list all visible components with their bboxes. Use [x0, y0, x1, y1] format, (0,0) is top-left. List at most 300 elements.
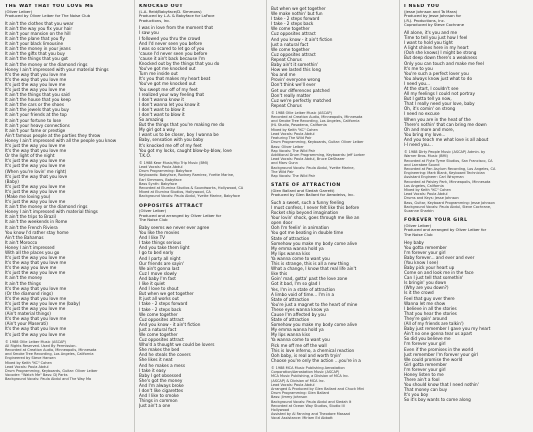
lyric-line: I need you...	[404, 80, 431, 86]
lyric-line: It's just the way you love me	[5, 306, 66, 312]
lyric-line: With all the places you go	[5, 250, 60, 255]
lyric-line: It ain't the money	[5, 275, 43, 281]
lyric-line: But I gotta tell ya now,	[404, 96, 452, 102]
lyric-line: It's the way that you love me	[5, 71, 67, 77]
lyric-line: like this	[271, 271, 288, 277]
production-note-line: Arranged & Produced by Glen Ballard and Chuck Mini	[271, 386, 365, 391]
production-note-line: Mixed by Keith "KC" Cohen	[271, 127, 318, 132]
lyric-line: Come on and look me in the face	[404, 270, 474, 276]
lyric-line: Ya wanna come to want you	[271, 255, 330, 261]
lyric-line: Repeat Chorus	[271, 56, 302, 62]
lyric-line: (Ain't material things)	[5, 311, 51, 317]
song-credit: Produced by Jesse Johnson for	[404, 13, 462, 19]
song-block	[404, 218, 528, 402]
lyric-line: Somehow you make my body come alive	[271, 322, 358, 328]
production-note-line: Hollywood	[271, 407, 290, 412]
lyric-line: It ain't your friends at the top	[5, 112, 67, 118]
lyric-line: It's just the way you love me (baby)	[5, 300, 81, 306]
production-note-line: Rap Vocals: The Wild Pair	[271, 148, 316, 153]
production-note-line: (ASCAP) & Division of MCA Inc.	[271, 378, 325, 383]
lyric-line: Our friends are sayin'	[139, 260, 185, 266]
lyric-line: I want us to be closer, boy I wanna be	[139, 132, 219, 138]
production-note-line: Background Vocals: Paula Abdul, Yvette Marine,	[271, 165, 355, 170]
lyric-line: I followed you thru the crowd	[139, 35, 201, 41]
lyric-line: So amazing	[139, 117, 164, 123]
production-note-line: and Smoke Tree Recording, Los Angeles, California	[5, 352, 94, 357]
lyric-line: Provin' everyone wrong	[271, 77, 321, 83]
lyric-line: We come together	[271, 46, 310, 52]
lyric-line: But when we get together	[139, 291, 194, 297]
lyric-line: Don't think we'll ever	[271, 82, 316, 88]
lyric-line: I'm forever your girl	[404, 341, 446, 347]
lyric-line: Baby forever... and ever and ever	[404, 254, 475, 260]
lyric-line: State of attraction	[271, 296, 310, 302]
lyric-line: She makes the bed	[139, 347, 180, 353]
lyric-line: It just all works out	[139, 296, 179, 302]
lyric-line: It ain't the money in your jeans	[5, 46, 71, 52]
lyric-line: We could promise the world	[404, 356, 463, 362]
lyric-line: It ain't your black limousine	[5, 41, 64, 47]
song-credit: (L.A. Reid/Babyface/D. Simmons)	[139, 8, 202, 14]
song-block	[271, 6, 395, 178]
production-note-line: Bass: Jimmy Johnson	[271, 395, 308, 400]
lyric-line: All my feelings I could not portray	[404, 91, 475, 97]
song-credit: J.R.J. Productions, Inc.	[404, 17, 445, 23]
lyric-line: All alone, it's you and me	[404, 29, 458, 35]
lyric-line: My girl got a way	[139, 127, 176, 133]
song-credit: The Noise Club	[404, 231, 433, 237]
song-block	[139, 204, 263, 409]
production-note-line: Keyboards: Babyface, Rodney Ramirez, Yvette Marine,	[139, 173, 235, 178]
lyric-line: Time to tell you just how I feel	[404, 35, 468, 41]
lyric-line: It's just the way you love me	[5, 81, 66, 87]
lyric-lines	[404, 240, 528, 403]
lyric-line: Can I just tell that somethin'	[404, 275, 464, 281]
lyric-line: I must confess, I never felt like this before	[271, 205, 360, 210]
song-title: I NEED YOU	[404, 4, 440, 9]
song-credit: Produced by Oliver Leiber for The Noise Club	[5, 13, 91, 19]
lyric-line: It's you that makes my heart beat	[139, 76, 211, 82]
lyric-line: Choose you're only the action ...you're in a	[271, 357, 361, 363]
lyric-line: It ain't the French Riviera	[5, 224, 58, 230]
lyric-line: How we lasted this long	[271, 67, 321, 73]
song-block	[271, 183, 395, 420]
lyric-line: You know I'd rather stay home	[5, 229, 69, 235]
song-credit: (Jesse Johnson and Ta Mara)	[404, 8, 458, 14]
lyric-line: (You know I see)	[404, 259, 439, 265]
lyric-line: Girl gotta remember	[404, 361, 447, 367]
lyric-line: I don't want to blow it	[139, 111, 185, 117]
lyric-line: But when we get together	[271, 6, 326, 11]
lyric-line: (Baby)	[5, 178, 19, 184]
production-note-line: © 1988 Kear Music/Hip Trip Music (BMI)	[139, 160, 209, 165]
lyric-line: Cause I'm affected by you	[271, 311, 326, 317]
lyric-line: My emma wanna hold ya	[271, 245, 324, 251]
lyric-line: So it's boy wants to come along	[404, 397, 471, 403]
lyric-line: Ain't no one gonna tear us apart	[404, 331, 473, 337]
lyric-line: Just a natural fact	[139, 326, 177, 332]
lyric-line: A limbo void of time... I'm in a	[271, 291, 335, 297]
lyric-line: 'cause I'd never seen you before	[139, 50, 208, 56]
lyric-line: We come together	[139, 331, 178, 337]
lyric-line: A light shines here in my heart	[404, 45, 469, 51]
lyric-line: It ain't the things that you got	[5, 56, 68, 62]
lyric-line: It ain't the plane that you fly	[5, 36, 65, 42]
lyric-line: It's the way that you love me	[5, 326, 67, 332]
lyric-line: She likes it neat	[139, 357, 173, 363]
lyric-line: That you hear the stories	[404, 310, 457, 316]
song-block	[404, 4, 528, 213]
production-note-line: Recorded at Paisley Park, Minneapolis, Minnesota	[404, 179, 491, 184]
production-note-line: Engineered by Steve Hansen	[5, 356, 56, 361]
lyric-line: I don't want to blow it	[139, 106, 185, 112]
lyric-line: Rocket ship beyond imagination	[271, 210, 339, 216]
lyric-line: Baby just remember I gave you my heart	[404, 326, 491, 332]
lyric-lines	[271, 200, 395, 363]
lyric-line: Baby, sensation with you baby	[139, 137, 204, 143]
lyric-line: State of attraction	[271, 235, 310, 241]
lyric-line: State of attraction	[271, 317, 310, 323]
production-note-line: Drum Programming, Keyboards, Guitar: Oliver Leiber	[5, 369, 98, 374]
lyric-line: That money can buy	[404, 387, 448, 393]
lyric-line: It's just the way you love me	[5, 255, 66, 261]
lyric-line: I'm forever your girl	[404, 366, 446, 372]
lyric-line: You've got me knocked out	[139, 81, 196, 87]
lyric-line: Is it the crowd	[404, 290, 434, 296]
lyric-lines	[404, 30, 528, 147]
lyric-line: T.K.O.	[139, 152, 151, 158]
lyric-line: You've got me knocked out	[139, 66, 196, 72]
lyric-line: (Ooh she knows) I might be strong	[404, 50, 477, 56]
lyric-line: You always know just what to do	[404, 75, 473, 81]
lyric-line: It's just the way you love me	[5, 183, 66, 189]
lyric-line: You and me	[271, 72, 296, 78]
lyric-lines	[139, 25, 263, 157]
production-note-line: JHL Studio, Pasadena, California	[271, 123, 327, 128]
lyric-line: Ooh baby, is real and worth tryin'	[271, 352, 342, 358]
lyric-line: Goin' mad, gotta' past the love zone	[271, 276, 348, 282]
lyric-line: I'm forever your girl	[404, 249, 446, 255]
lyric-lines	[5, 21, 129, 337]
production-note-line: © 1988 Ollie Leiber Music (ASCAP)	[5, 339, 66, 344]
lyric-line: It's just the way you love me	[5, 188, 66, 194]
lyric-line: (When you're lovin' me right)	[5, 168, 67, 174]
lyric-line: I go to bed early	[139, 250, 174, 256]
production-note-line: Background Vocals: Paula Abdul, Steve Cochrane,	[404, 204, 492, 209]
lyric-line: You bring my love...	[404, 131, 446, 137]
lyric-line: Honey listen to me	[404, 371, 444, 377]
page-fold-line	[266, 0, 267, 432]
lyric-line: Pick me off me off the wall	[271, 342, 327, 348]
lyric-line: Repeat Chorus	[271, 102, 302, 108]
lyric-line: (Why are you down?)	[404, 285, 449, 291]
lyric-line: Feel that guy over there	[404, 295, 455, 301]
lyrics-column-4	[404, 4, 528, 432]
lyric-line: Don't really matter	[271, 92, 311, 98]
lyric-lines	[271, 6, 395, 108]
production-note-line: and Marv Gunn	[271, 161, 298, 166]
lyric-line: You're just a magnet to the heart of mine	[271, 301, 358, 307]
lyric-line: Just a natural fact	[271, 41, 309, 47]
lyric-line: I don't wanna let you know it	[139, 101, 200, 107]
lyric-line: It's the way that you love me	[5, 285, 67, 291]
lyric-line: It ain't the money or the diamond rings	[5, 204, 88, 210]
lyric-line: It ain't Morocco	[5, 239, 38, 245]
song-credit: (Glen Ballard and Siedah Garrett)	[271, 187, 335, 193]
production-note-line: Vocoder: "Watch Me" Bass: Dj Parks	[5, 373, 68, 378]
lyric-line: It ain't your mansion on the hill	[5, 30, 71, 36]
production-note-line: © 1988 MCA Music Publishing Aerostation	[271, 365, 345, 370]
lyric-line: But deep down there's a weakness	[404, 55, 478, 61]
lyric-line: We make nothin' but fun	[271, 11, 323, 17]
lyric-line: And you take them light	[139, 245, 190, 251]
production-note-line: Recorded at Creation Audio, Minneapolis, Minnesota	[5, 348, 97, 352]
song-credit: Productions, Inc.	[139, 17, 171, 23]
lyric-line: And he makes a mess	[139, 362, 185, 368]
lyric-line: Only you can touch and make me feel	[404, 60, 484, 66]
lyric-line: You got me beating in double time	[271, 230, 344, 236]
lyric-line: Ain't famous people at the parties they throw	[5, 132, 101, 138]
lyric-line: Things in common	[139, 398, 178, 404]
production-note-line: Rap Vocals: The Wild Pair	[271, 173, 316, 178]
lyric-line: It ain't the jewels that you buy	[5, 107, 69, 113]
song-title: OPPOSITES ATTRACT	[139, 203, 204, 209]
lyric-line: Knocked out by the things that you do	[139, 61, 220, 67]
lyric-line: Honey I ain't impressed with your material things	[5, 66, 109, 72]
lyric-line: You like the movies	[139, 230, 180, 236]
lyric-line: Cuz opposites attract	[139, 337, 184, 343]
lyric-line: Baby seems we never ever agree	[139, 225, 210, 231]
production-note-line: Assisted by Al Fanning and Theodore Massad	[271, 412, 350, 417]
production-note-line: Mixed by Keith "KC" Cohen	[404, 187, 451, 192]
lyric-line: Such a sweet, such a funny feeling	[271, 199, 345, 205]
lyric-line: And you teach me what love is all about	[404, 136, 489, 142]
lyric-line: And I like TV	[139, 235, 166, 241]
lyric-line: And I'd never seen you before	[139, 40, 203, 46]
lyric-line: My lips wanna kiss	[271, 332, 311, 338]
song-credit: Produced and arranged by Oliver Leiber for	[139, 212, 222, 218]
production-note-line: Recorded at Flyte Tyme Studios, San Francisco, CA	[404, 158, 493, 163]
lyric-line: Baby ain't it somethin'	[271, 62, 319, 68]
lyric-line: It's the way you love me	[5, 265, 57, 271]
production-note-line: Mixed by Keith "KC" Cohen	[5, 360, 52, 365]
production-note-line: Lead Vocals: Paula Abdul	[271, 382, 315, 387]
song-title: STATE OF ATTRACTION	[271, 183, 341, 189]
lyric-line: What a change, I know that real life ain't	[271, 266, 357, 272]
lyric-line: It ain't your fortune to lose	[5, 117, 62, 123]
lyric-line: It's just the way you love me	[5, 163, 66, 169]
lyric-line: That I really need your love, baby	[404, 101, 475, 107]
lyric-line: I need no excuse	[404, 111, 440, 117]
lyric-line: It ain't the weekends in Rome	[5, 219, 68, 225]
production-note-line: Suzanne Sharbin	[404, 208, 434, 213]
production-note-line: Engineering: Mark Blank, Keyboard Technician	[404, 171, 485, 176]
lyric-line: Get our differences patched	[271, 87, 330, 93]
production-note-line: Background Vocals: Paula Abdul and The Way Mo	[5, 377, 92, 382]
lyric-line: Yes, I'm in a state of attraction	[271, 286, 336, 292]
lyric-line: It ain't your heavy connections	[5, 122, 70, 128]
lyric-line: Got it bad, I'm so glad I	[271, 281, 320, 287]
production-note-line: Lead Vocals: Paula Abdul	[404, 192, 448, 197]
song-credit: Produced by L.A. & Babyface for LaFace	[139, 13, 215, 19]
lyric-line: We come together	[139, 311, 178, 317]
lyric-line: This is love inferno, a chemical reaction	[271, 347, 355, 353]
lyric-line: open door	[271, 220, 293, 226]
production-note-line: Recorded at Elumina Studios & Soundworks, Hollywood, CA	[139, 186, 244, 191]
production-note-line: Recorded at Creation Audio, Minneapolis, Minnesota	[271, 115, 363, 120]
lyric-line: It's just the way you love me	[5, 143, 66, 149]
lyric-line: Honey I ain't impressed with material things	[5, 209, 98, 215]
lyric-line: Cuz opposites attract	[271, 51, 316, 57]
lyric-line: I realized your way feeling that	[139, 91, 205, 97]
production-note-line: Drum Programming: Babyface	[139, 169, 193, 174]
lyric-line: You should know that I need nothin'	[404, 382, 479, 388]
lyric-line: (Ain't your Maserati)	[5, 321, 48, 327]
lyrics-column-2	[139, 4, 263, 432]
lyric-line: She's got the money	[139, 377, 183, 383]
lyric-line: It's me to you	[404, 65, 433, 71]
production-note-line: Warner Bros. Music (BMI)	[404, 154, 448, 159]
production-note-line: Drums and Keys: Jesse Johnson	[404, 196, 459, 201]
production-notes	[271, 366, 395, 421]
production-note-line: and Larrabee Sound	[404, 162, 440, 167]
lyric-line: It ain't the trips to Brazil	[5, 214, 56, 220]
lyric-line: And I party all night	[139, 255, 181, 261]
production-note-line: Background Vocals: Paula Abdul and Siedah It	[271, 399, 352, 404]
production-note-line: All Rights Reserved. Used By Permission.	[5, 343, 77, 348]
lyric-line: I take - 2 steps forward	[271, 16, 320, 22]
lyric-line: Ya wanna come to want you	[271, 337, 330, 343]
production-note-line: Background Vocals: Paula Abdul, Yvette Marine, Babyface	[139, 194, 241, 199]
production-note-line: Recorded at Pan Asylum Recording, Los Angeles, CA	[404, 166, 496, 171]
production-note-line: Mixed at Elumina Studios, Hollywood, CA	[139, 190, 211, 195]
lyrics-column-1	[5, 4, 129, 432]
lyric-line: It ain't the gifts that you buy	[5, 51, 65, 57]
lyric-line: There ain't a fool	[404, 377, 440, 383]
lyric-line: My lips wanna kiss	[271, 250, 311, 256]
lyric-line: Somehow you make my body come alive	[271, 240, 358, 246]
production-note-line: Earl Simmons, Babyface	[139, 177, 182, 182]
lyric-line: When you are in the heat of the	[404, 116, 471, 122]
production-note-line: Lead Vocals: Paula Abdul	[5, 364, 49, 369]
production-notes	[271, 111, 395, 178]
lyric-line: And I'm always broke	[139, 382, 184, 388]
song-block	[139, 4, 263, 199]
song-credit: The Noise Club	[139, 217, 168, 223]
lyric-line: Cuz opposites attract	[139, 316, 184, 322]
page-fold-line	[399, 0, 400, 432]
lyric-line: Cuz I move slowly	[139, 270, 177, 276]
song-title: FOREVER YOUR GIRL	[404, 218, 468, 224]
lyric-line: And you know - it ain't fiction	[139, 321, 201, 327]
lyric-line: Honey I ain't impressed with all the people you know	[5, 137, 117, 143]
lyric-line: I don't wanna know it	[139, 96, 184, 102]
lyric-line: It's just the way that you love	[5, 173, 68, 179]
lyric-line: Ain't the Bahamas	[5, 234, 44, 240]
lyric-line: It's just the way you love me	[5, 158, 66, 164]
song-credit: (Oliver Leiber)	[139, 208, 167, 214]
lyric-line: It's the way that you love me	[5, 295, 67, 301]
lyric-line: They're goin' around	[404, 315, 448, 321]
lyric-line: It's just the way you love me	[5, 199, 66, 205]
song-title: KNOCKED OUT	[139, 4, 184, 9]
lyric-line: I was in love from the moment that	[139, 25, 214, 31]
lyric-line: It's the way that you love me	[5, 260, 67, 266]
production-note-line: The Wild Pair	[271, 169, 294, 174]
lyric-line: There's nothin' that can bring me down	[404, 121, 487, 127]
lyric-line: You swept me off of my feet	[139, 86, 198, 92]
lyric-line: It ain't the things	[5, 280, 41, 286]
lyric-line: It ain't your fame or prestige	[5, 127, 66, 133]
lyric-line: (Make me loving you)	[5, 193, 51, 199]
lyric-line: Turn me inside out	[139, 71, 178, 77]
lyric-line: Your lovin' shock, goes through me like an	[271, 215, 360, 221]
lyric-line: And he steals the covers	[139, 352, 191, 358]
lyric-line: It's the way that you love me	[5, 316, 67, 322]
production-note-line: Assistant Engineer: Carl Wrayman	[404, 175, 464, 180]
lyric-line: It's just the way you love me	[5, 87, 66, 92]
lyric-line: Just ain't a one	[139, 403, 171, 409]
lyric-line: I don't like cigarettes	[139, 388, 184, 394]
lyric-line: It ain't the house that you keep	[5, 97, 71, 103]
lyric-line: Hey baby	[404, 239, 424, 245]
lyric-line: Ooh I'm feelin' in animation	[271, 225, 329, 231]
lyric-line: Cuz opposites attract	[271, 31, 316, 37]
lyric-line: At the start, I couldn't see	[404, 86, 459, 91]
lyric-line: Oh, it's comin' on strong	[404, 106, 456, 112]
lyric-line: It ain't the money or the diamond rings	[5, 61, 88, 67]
production-note-line: Bass, Guitar, Keyboard Programming: Jesse Johnson	[404, 200, 495, 205]
production-note-line: Los Angeles, California	[404, 183, 444, 188]
production-note-line: © 1988 Ollie Leiber Music (ASCAP)	[271, 110, 332, 115]
production-note-line: Vocal Assistance: Miriam Ed Abbott	[271, 416, 333, 421]
lyric-line: I saw you	[139, 30, 159, 36]
lyric-line: It's knocked me off of my feet	[139, 142, 202, 148]
production-note-line: Drum Programming, Keyboards, Guitar: Oliver Leiber	[271, 140, 364, 145]
lyric-line: It's the way that you love me	[5, 148, 67, 154]
lyric-line: My emma wanna hold ya	[271, 327, 324, 333]
lyric-line: Even if the promises in the world	[404, 346, 474, 352]
production-note-line: Lead Vocals: Paula Abdul, Bruce DeShazer	[271, 157, 345, 162]
lyric-line: So did you believe me	[404, 336, 451, 342]
song-credit: Coproduced by Steve Cochrane	[404, 22, 465, 28]
lyric-line: It's you boy	[404, 392, 429, 398]
lyric-line: I was so scared to let go of you	[139, 45, 205, 51]
lyric-line: I take - 2 steps forward	[139, 301, 188, 307]
song-block	[5, 4, 129, 382]
lyric-line: It ain't the cars or the shoes	[5, 102, 64, 108]
lyric-line: You gotta remember	[404, 244, 447, 250]
production-note-line: Corporation/Aerostation Music (ASCAP)	[271, 370, 340, 375]
song-title: THE WAY THAT YOU LOVE ME	[5, 4, 94, 9]
lyric-line: You're such a perfect lover you	[404, 70, 469, 76]
production-note-line: © 1988 Dirty People Music (ASCAP) Admin. by	[404, 150, 486, 155]
song-credit: Produced by Glen Ballard for Aerodeivs, Inc.	[271, 192, 355, 198]
lyric-line: I take things serious	[139, 240, 182, 246]
lyric-line: It ain't the clothes that you wear	[5, 20, 74, 26]
lyric-line: You got my locks, caught blow-by-blow, love	[139, 147, 232, 153]
production-note-line: Lead Vocals: Paula Abdul	[139, 165, 183, 170]
lyric-line: I-I need you...	[404, 142, 433, 148]
production-note-line: Lead Vocals: Paula Abdul	[271, 131, 315, 136]
production-note-line: MCA Music Publishing, a Division of MCA Inc.	[271, 374, 350, 379]
page-fold-line	[134, 0, 135, 432]
lyric-line: These eyes wanna know ya	[271, 306, 329, 312]
lyric-line: Baby pick your heart up	[404, 265, 455, 271]
lyric-line: Who'd a thought we could be lovers	[139, 342, 215, 348]
lyric-line: And I like to smoke	[139, 393, 179, 399]
song-credit: Produced and arranged by Oliver Leiber for	[404, 227, 487, 233]
